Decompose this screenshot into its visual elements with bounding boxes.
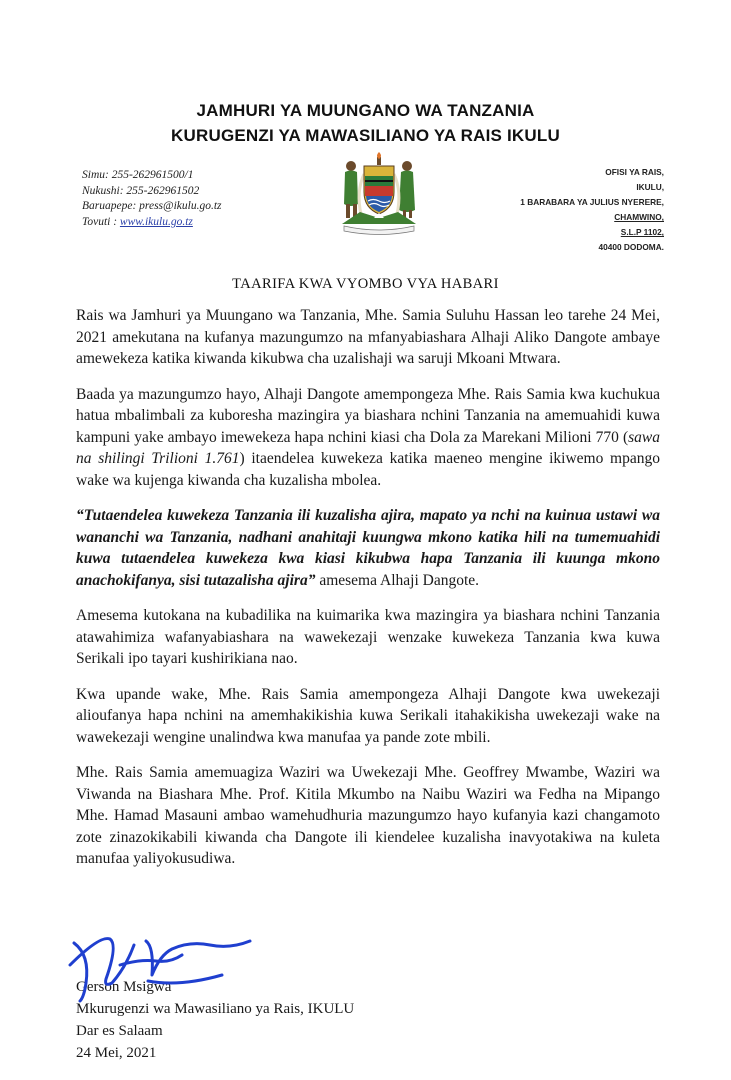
paragraph-text: amesema Alhaji Dangote. — [315, 571, 480, 589]
signer-title: Mkurugenzi wa Mawasiliano ya Rais, IKULU — [76, 1001, 355, 1017]
signing-date: 24 Mei, 2021 — [76, 1045, 157, 1061]
letterhead-country: JAMHURI YA MUUNGANO WA TANZANIA — [196, 101, 535, 120]
signer-name: Gerson Msigwa — [76, 979, 172, 995]
fax-number: Nukushi: 255-262961502 — [82, 184, 200, 197]
paragraph: Kwa upande wake, Mhe. Rais Samia amempongeza Alhaji Dangote kwa uwekezaji alioufanya hapa nchini na amemhakikishia kuwa Serikali itahakikisha uwekezaji wake na wawekezaji wengine unalindwa kwa manufaa ya pande zote mbili. — [76, 685, 660, 746]
signing-place: Dar es Salaam — [76, 1023, 163, 1039]
emblem-left-figure — [344, 161, 358, 218]
paragraph: Rais wa Jamhuri ya Muungano wa Tanzania, Mhe. Samia Suluhu Hassan leo tarehe 24 Mei, 2021 amekutana na kufanya mazungumzo na mfanyabiashara Alhaji Aliko Dangote ambaye amewekeza katika kiwanda kikubwa cha uzalishaji wa saruji Mkoani Mtwara. — [76, 307, 660, 367]
address-line: 40400 DODOMA. — [598, 242, 664, 252]
contact-block — [82, 168, 342, 230]
quote-text: “Tutaendelea kuwekeza Tanzania ili kuzalisha ajira, mapato ya nchi na kuinua ustawi wa wananchi wa Tanzania, nadhani anahitaji kuungwa mkono katika hili na tumemuahidi kuwa tutaendelea kuwekeza kwa kiasi kikubwa hapa Tanzania ili kuunga mkono anachokifanya, sisi tutazalisha ajira” — [76, 507, 660, 589]
paragraph: Amesema kutokana na kubadilika na kuimarika kwa mazingira ya biashara nchini Tanzania atawahimiza wafanyabiashara na wawekezaji wenzake kuwekeza Tanzania kwa kuwa Serikali ipo tayari kushirikiana nao. — [76, 607, 660, 667]
address-line: CHAMWINO, — [614, 212, 664, 222]
letterhead-office: KURUGENZI YA MAWASILIANO YA RAIS IKULU — [171, 126, 560, 145]
emblem-shield — [364, 166, 394, 214]
address-line: 1 BARABARA YA JULIUS NYERERE, — [520, 197, 664, 207]
website-row — [82, 215, 342, 231]
email-label: Baruapepe: — [82, 200, 140, 212]
tanzania-coat-of-arms-icon — [334, 152, 424, 236]
phone-number: Simu: 255-262961500/1 — [82, 169, 194, 181]
office-address — [444, 165, 664, 255]
press-release-body — [76, 305, 660, 884]
email-link[interactable]: press@ikulu.go.tz — [139, 200, 222, 212]
paragraph: Mhe. Rais Samia amemuagiza Waziri wa Uwekezaji Mhe. Geoffrey Mwambe, Waziri wa Viwanda na Biashara Mhe. Prof. Kitila Mkumbo na Naibu Waziri wa Fedha na Mipango Mhe. Hamad Masauni ambao wamehudhuria mazungumzo hayo kufanyia kazi changamoto zote zinazokikabili kiwanda cha Dangote ili kiendelee kuzalisha inavyotakiwa na kuleta manufaa yaliyokusudiwa. — [76, 764, 660, 867]
handwritten-signature-icon — [60, 925, 270, 1005]
emblem-right-figure — [399, 161, 415, 218]
letterhead — [0, 98, 731, 148]
address-line: OFISI YA RAIS, — [605, 167, 664, 177]
email-row — [82, 199, 342, 215]
website-link[interactable]: www.ikulu.go.tz — [119, 215, 193, 228]
address-line: S.L.P 1102, — [620, 227, 664, 237]
address-line: IKULU, — [636, 182, 664, 192]
website-label: Tovuti : — [82, 215, 120, 228]
document-title: TAARIFA KWA VYOMBO VYA HABARI — [232, 276, 499, 292]
quote-paragraph — [76, 505, 660, 591]
paragraph-text: ) itaendelea kuwekeza katika maeneo mengine ikiwemo mpango wake wa kujenga kiwanda cha kuzalisha mbolea. — [76, 450, 660, 489]
paragraph — [76, 384, 660, 492]
paragraph-italic-text: sawa na shilingi Trilioni 1.761 — [76, 428, 660, 467]
paragraph-text: Baada ya mazungumzo hayo, Alhaji Dangote amempongeza Mhe. Rais Samia kwa kuchukua hatua mbalimbali za kuboresha mazingira ya biashara nchini Tanzania na amemuahidi kuwa kampuni yake ambayo imewekeza hapa nchini kiasi cha Dola za Marekani Milioni 770 ( — [76, 385, 660, 446]
